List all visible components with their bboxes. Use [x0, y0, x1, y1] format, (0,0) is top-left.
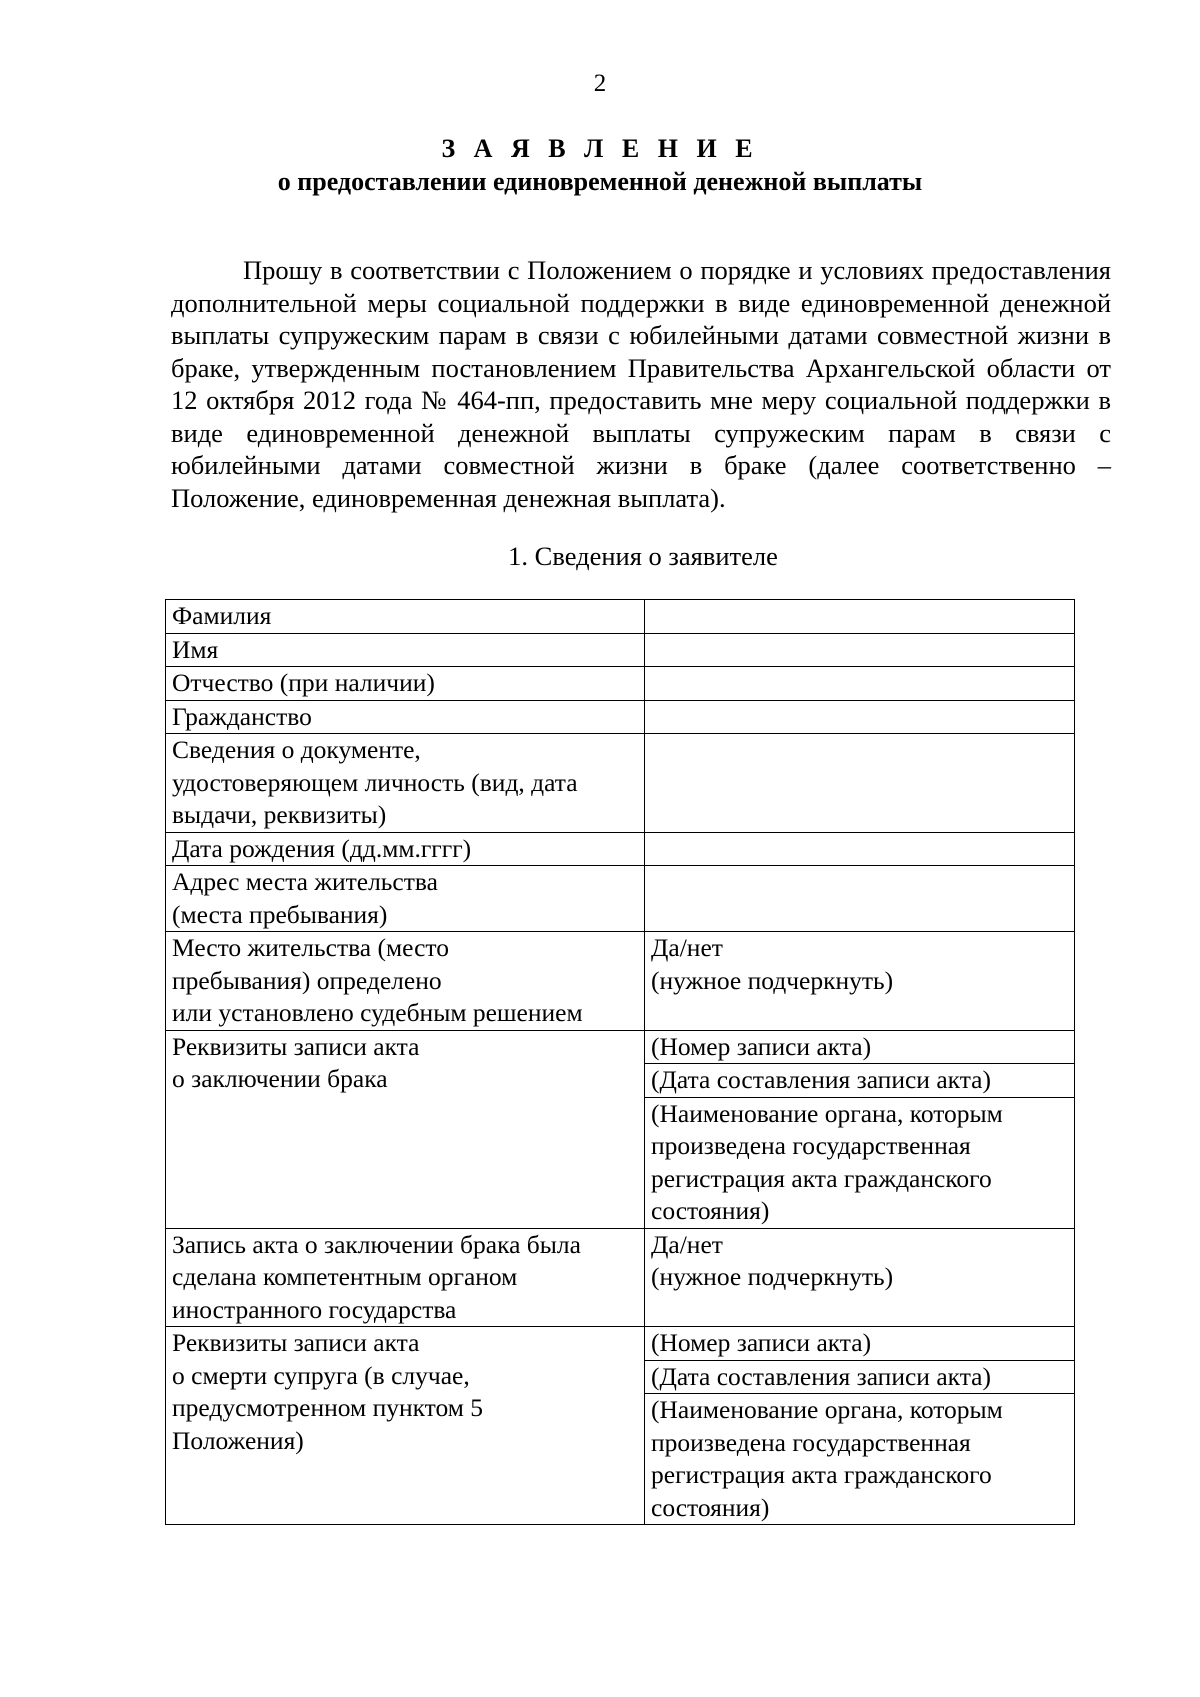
field-value-identity-document[interactable]	[645, 734, 1075, 833]
hint-text: (нужное подчеркнуть)	[651, 965, 894, 995]
field-label-foreign-marriage	[166, 1228, 645, 1327]
field-label-citizenship: Гражданство	[166, 700, 645, 734]
label-line: пребывания) определено	[172, 965, 442, 995]
table-row	[166, 633, 1075, 667]
field-value-citizenship[interactable]	[645, 700, 1075, 734]
table-row	[166, 600, 1075, 634]
field-label-birth-date: Дата рождения (дд.мм.гггг)	[166, 832, 645, 866]
document-subtitle: о предоставлении единовременной денежной выплаты	[277, 167, 923, 196]
label-line: удостоверяющем личность (вид, дата	[172, 767, 578, 797]
table-row	[166, 866, 1075, 932]
label-line: Положения)	[172, 1425, 304, 1455]
field-label-death-record	[166, 1327, 645, 1525]
field-value-foreign-marriage[interactable]	[645, 1228, 1075, 1327]
field-label-surname: Фамилия	[166, 600, 645, 634]
label-line: или установлено судебным решением	[172, 998, 583, 1027]
yes-no-option[interactable]: Да/нет	[651, 1229, 723, 1259]
field-value-death-record-date[interactable]: (Дата составления записи акта)	[645, 1360, 1075, 1394]
hint-line: (Наименование органа, которым	[651, 1395, 1003, 1424]
label-line: предусмотренном пунктом 5	[172, 1393, 483, 1422]
hint-line: (Наименование органа, которым	[651, 1098, 1003, 1128]
table-row	[166, 700, 1075, 734]
hint-text: (нужное подчеркнуть)	[651, 1262, 894, 1291]
table-row	[166, 1030, 1075, 1064]
hint-line: состояния)	[651, 1196, 770, 1225]
yes-no-option[interactable]: Да/нет	[651, 933, 723, 962]
table-row	[166, 667, 1075, 701]
table-row	[166, 1228, 1075, 1327]
hint-line: регистрация акта гражданского	[651, 1163, 992, 1193]
label-line: о заключении брака	[172, 1064, 388, 1093]
request-paragraph: Прошу в соответствии с Положением о порядке и условиях предоставления дополнительной меры социальной поддержки в виде единовременной денежной выплаты супружеским парам в связи с юбилейными датами совместной жизни в браке, утвержденным постановлением Правительства Архангельской области от 12 октября 2012 года № 464-пп, предоставить мне меру социальной поддержки в виде единовременной денежной выплаты супружеским парам в связи с юбилейными датами совместной жизни в браке (далее соответственно – Положение, единовременная денежная выплата).	[171, 255, 1111, 513]
label-line: о смерти супруга (в случае,	[172, 1360, 470, 1390]
page-number: 2	[593, 70, 607, 97]
field-value-address[interactable]	[645, 866, 1075, 932]
label-line: Запись акта о заключении брака была	[172, 1229, 581, 1259]
hint-line: регистрация акта гражданского	[651, 1460, 992, 1489]
section-heading: 1. Сведения о заявителе	[508, 541, 778, 571]
field-value-marriage-registration-org[interactable]	[645, 1097, 1075, 1228]
field-label-address	[166, 866, 645, 932]
table-row	[166, 932, 1075, 1031]
field-value-patronymic[interactable]	[645, 667, 1075, 701]
hint-line: произведена государственная	[651, 1131, 971, 1160]
field-label-patronymic: Отчество (при наличии)	[166, 667, 645, 701]
field-value-name[interactable]	[645, 633, 1075, 667]
field-label-marriage-record	[166, 1030, 645, 1228]
field-value-marriage-record-number[interactable]: (Номер записи акта)	[645, 1030, 1075, 1064]
label-line: Реквизиты записи акта	[172, 1328, 420, 1357]
label-line: (места пребывания)	[172, 899, 388, 929]
field-label-identity-document	[166, 734, 645, 833]
field-value-death-record-number[interactable]: (Номер записи акта)	[645, 1327, 1075, 1361]
label-line: сделана компетентным органом	[172, 1262, 518, 1291]
field-value-death-registration-org[interactable]	[645, 1394, 1075, 1525]
field-value-birth-date[interactable]	[645, 832, 1075, 866]
field-value-marriage-record-date[interactable]: (Дата составления записи акта)	[645, 1064, 1075, 1098]
hint-line: состояния)	[651, 1492, 770, 1522]
applicant-info-table	[165, 599, 1075, 1525]
field-label-name: Имя	[166, 633, 645, 667]
field-value-surname[interactable]	[645, 600, 1075, 634]
field-value-court-decision[interactable]	[645, 932, 1075, 1031]
table-row	[166, 734, 1075, 833]
label-line: выдачи, реквизиты)	[172, 800, 387, 829]
label-line: Место жительства (место	[172, 933, 449, 962]
table-row	[166, 832, 1075, 866]
document-title: З А Я В Л Е Н И Е	[441, 134, 759, 163]
hint-line: произведена государственная	[651, 1427, 971, 1457]
label-line: Адрес места жительства	[172, 867, 438, 896]
label-line: Сведения о документе,	[172, 735, 421, 764]
label-line: Реквизиты записи акта	[172, 1031, 420, 1061]
field-label-court-decision	[166, 932, 645, 1031]
table-row	[166, 1327, 1075, 1361]
label-line: иностранного государства	[172, 1294, 457, 1324]
